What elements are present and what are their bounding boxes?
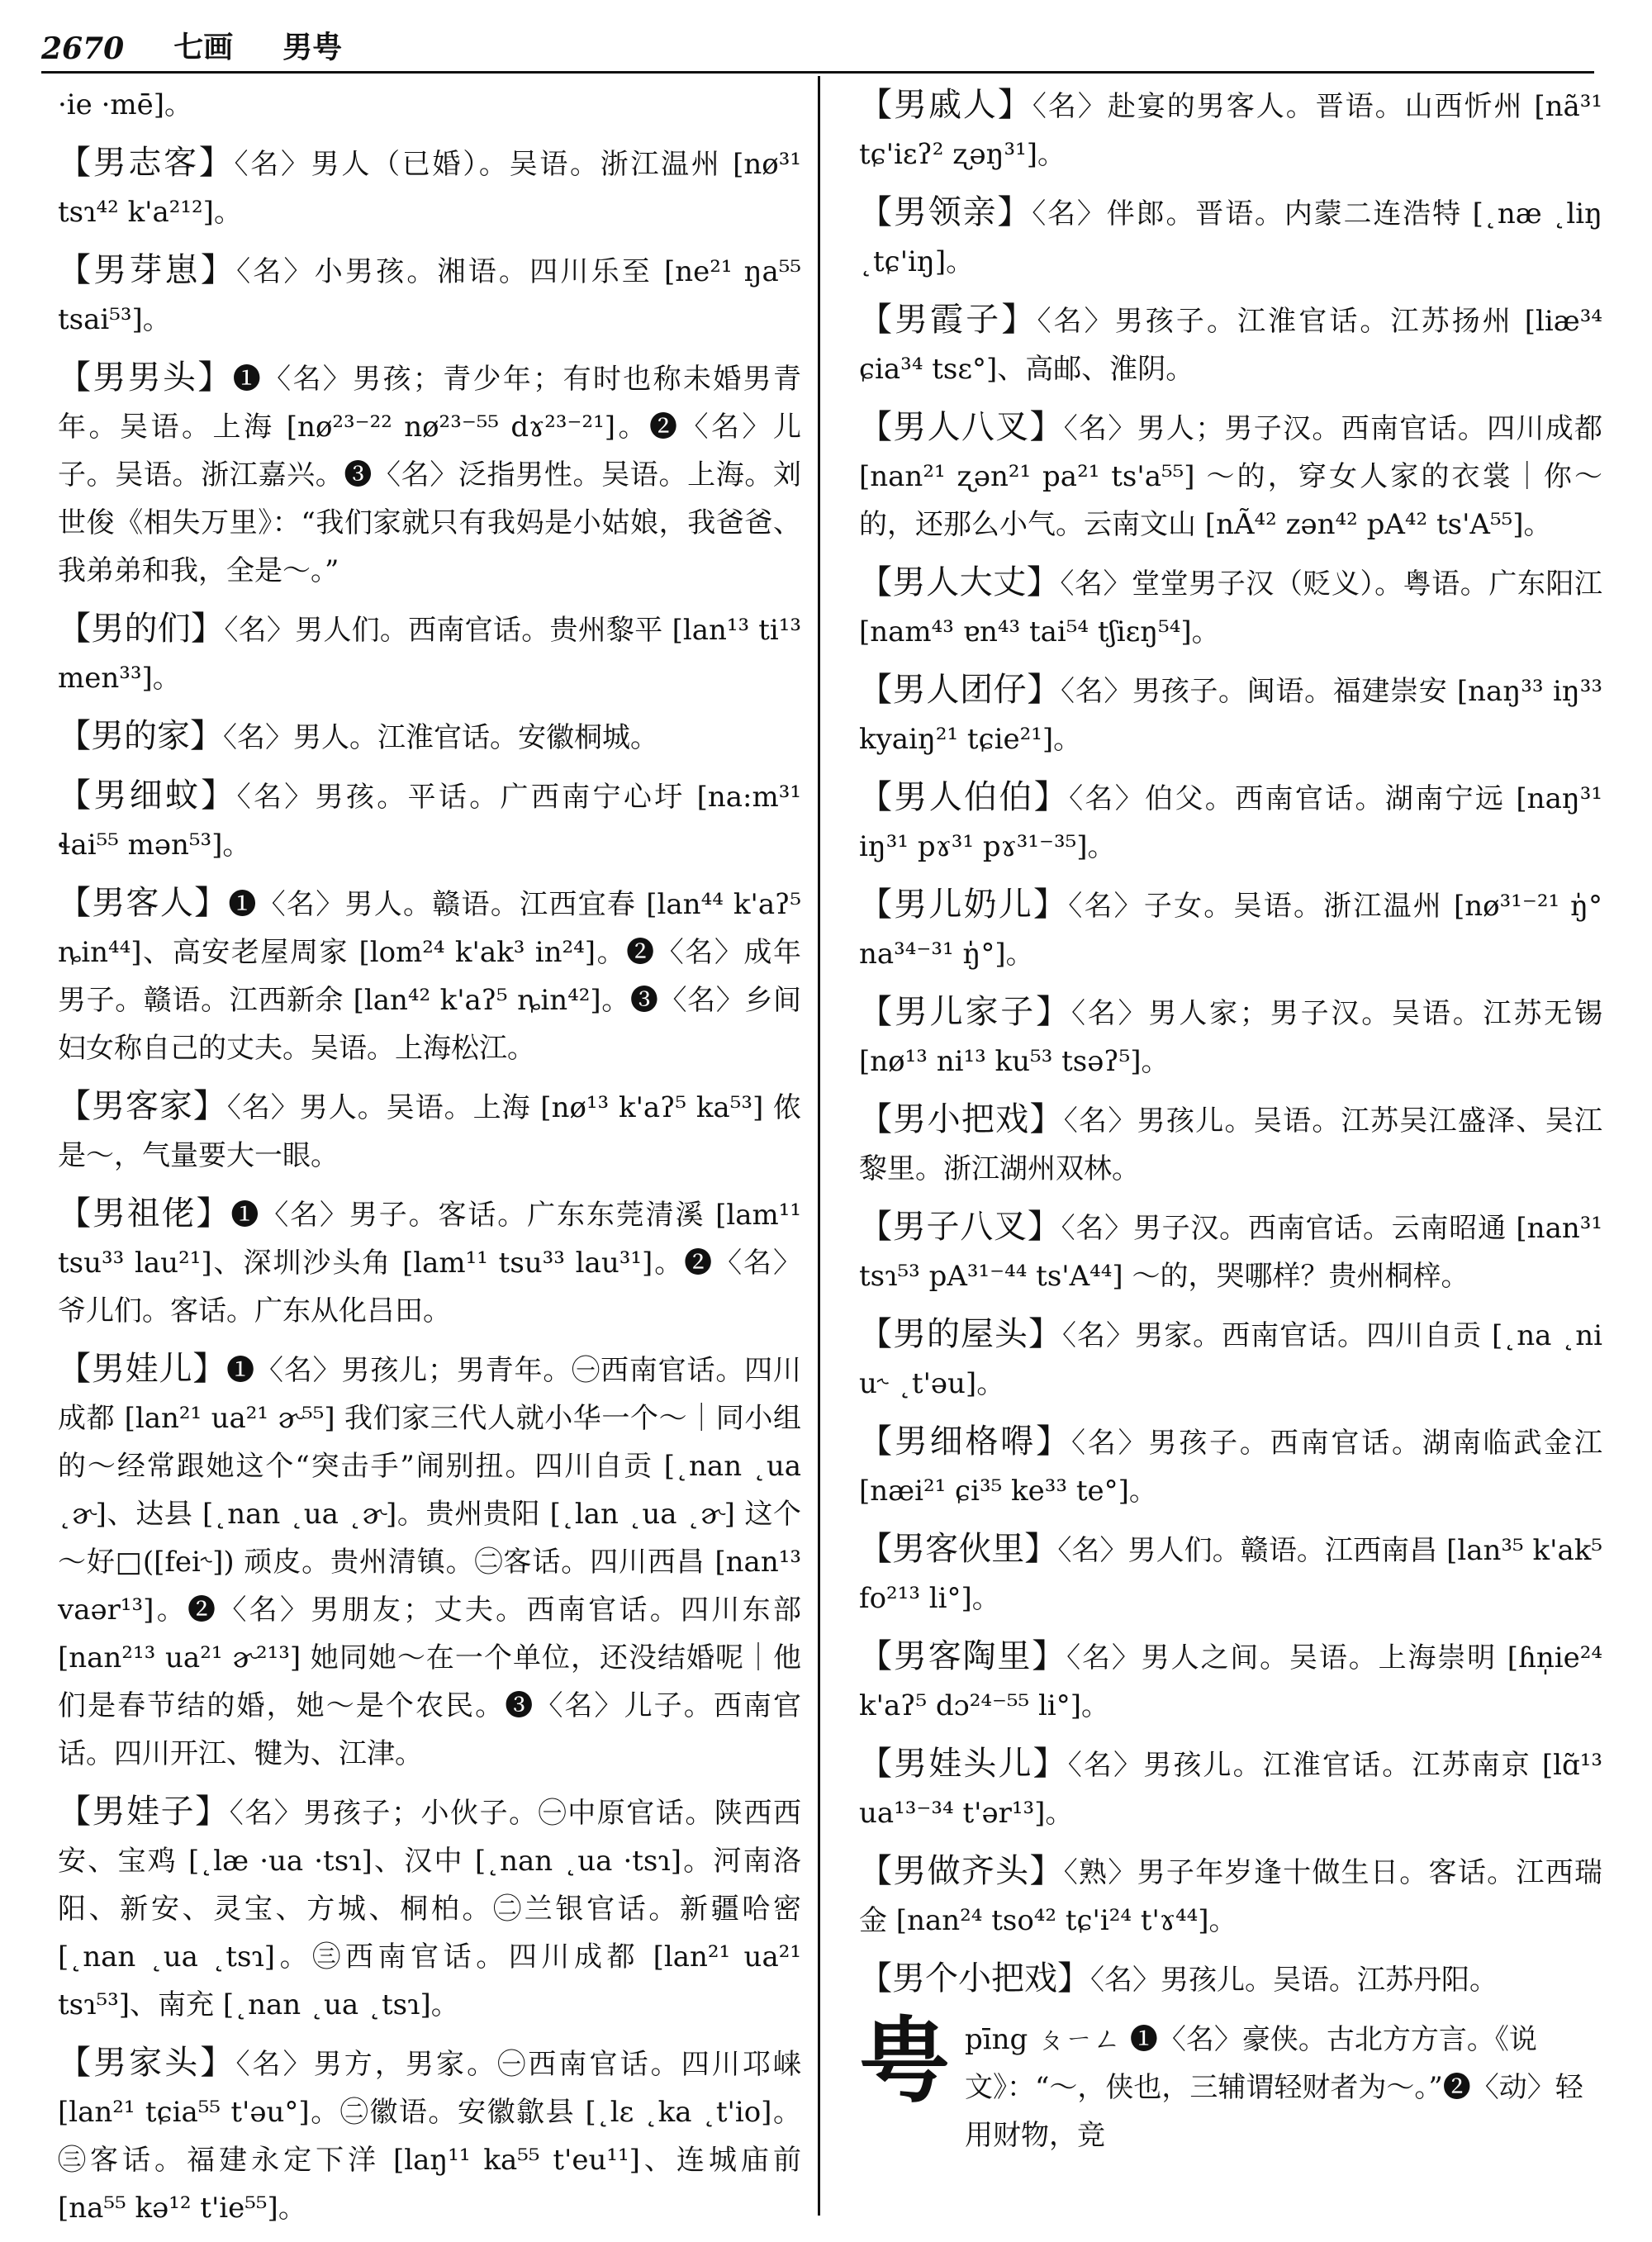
entry-definition: 〈名〉伴郎。晋语。内蒙二连浩特 [˛næ ˛liŋ ˛tɕ'iŋ]。 — [859, 197, 1602, 278]
entry-headword: 【男客伙里】 — [859, 1530, 1058, 1568]
entry-headword: 【男做齐头】 — [859, 1852, 1064, 1890]
entry-definition: 〈名〉男孩子；小伙子。㊀中原官话。陕西西安、宝鸡 [˛læ ·ua ·tsɿ]、汉中 [˛nan ˛ua ·tsɿ]。河南洛阳、新安、灵宝、方城、桐柏。㊁兰银官话。新疆哈密 [˛nan ˛ua ˛tsɿ]。㊂西南官话。四川成都 [lan²¹ ua²¹ tsɿ⁵³]、南充 [˛nan ˛ua ˛tsɿ]。 — [58, 1797, 802, 2021]
entry-headword: 【男戚人】 — [859, 86, 1032, 124]
entry-definition: 〈名〉伯父。西南官话。湖南宁远 [naŋ³¹ iŋ³¹ pɤ³¹ pɤ³¹⁻³⁵]。 — [859, 782, 1602, 863]
entry-headword: 【男家头】 — [58, 2044, 236, 2082]
dictionary-entry — [58, 1788, 801, 2029]
entry-headword: 【男人团仔】 — [859, 671, 1061, 709]
dictionary-entry — [859, 1740, 1602, 1837]
entry-headword: 【男儿家子】 — [859, 993, 1071, 1031]
entry-headword: 【男人伯伯】 — [859, 778, 1070, 816]
dictionary-entry — [859, 1847, 1602, 1945]
dictionary-entry — [859, 1525, 1602, 1622]
entry-definition: 〈名〉男人之间。吴语。上海崇明 [ɦn̩ie²⁴ k'aʔ⁵ dɔ²⁴⁻⁵⁵ li°]。 — [859, 1641, 1603, 1722]
dictionary-entry — [859, 773, 1602, 871]
entry-headword: 【男的屋头】 — [859, 1315, 1063, 1353]
dictionary-entry — [859, 81, 1602, 178]
entry-definition: 〈名〉男人。江淮官话。安徽桐城。 — [223, 721, 658, 754]
entry-definition: 〈名〉男子汉。西南官话。云南昭通 [nan³¹ tsɿ⁵³ pA³¹⁻⁴⁴ ts'A⁴⁴] ～的，哭哪样？贵州桐梓。 — [859, 1212, 1602, 1293]
entry-headword: 【男祖佬】 — [58, 1195, 231, 1233]
entry-definition: 〈名〉男人。吴语。上海 [nø¹³ k'aʔ⁵ ka⁵³] 侬是～，气量要大一眼。 — [58, 1091, 801, 1172]
entry-headword: 【男客家】 — [58, 1087, 227, 1125]
continuation-text: ·ie ·mē]。 — [58, 88, 193, 121]
entry-headword: 【男志客】 — [58, 144, 235, 182]
dictionary-entry — [58, 712, 801, 762]
entry-headword: 【男客陶里】 — [859, 1637, 1067, 1675]
entry-definition: 〈名〉男孩子。闽语。福建崇安 [naŋ³³ iŋ³³ kyaiŋ²¹ tɕie²¹]。 — [859, 675, 1602, 756]
dictionary-entry — [58, 1082, 801, 1180]
entry-headword: 【男人八叉】 — [859, 408, 1064, 446]
entry-definition: 〈名〉男人；男子汉。西南官话。四川成都 [nan²¹ ʐən²¹ pa²¹ ts'a⁵⁵] ～的，穿女人家的衣裳｜你～的，还那么小气。云南文山 [nÃ⁴² zən⁴² pA⁴² ts'A⁵⁵]。 — [859, 412, 1602, 541]
section-label: 七画 — [173, 30, 234, 64]
dictionary-entry — [58, 605, 801, 702]
entry-definition: 〈名〉男孩子。西南官话。湖南临武金江 [næi²¹ ɕi³⁵ ke³³ te°]。 — [859, 1427, 1603, 1508]
entry-headword: 【男娃儿】 — [58, 1350, 227, 1388]
right-column — [859, 81, 1602, 2159]
column-divider — [818, 76, 820, 2216]
header-rule — [41, 71, 1594, 74]
entry-headword: 【男个小把戏】 — [859, 1959, 1090, 1997]
dictionary-entry — [58, 139, 801, 236]
entry-headword: 【男娃子】 — [58, 1793, 230, 1831]
left-column — [58, 81, 801, 2242]
entry-headword: 【男儿奶儿】 — [859, 886, 1069, 924]
dictionary-entry — [859, 1632, 1602, 1730]
dictionary-entry — [859, 558, 1602, 656]
entry-headword: 【男芽崽】 — [58, 251, 237, 289]
big-entry-body: pīng ㄆㄧㄥ ❶〈名〉豪侠。古北方方言。《说文》：“～，侠也，三辅谓轻财者为～。”❷〈动〉轻用财物，竞 — [965, 2023, 1583, 2152]
entry-definition: 〈名〉男孩儿。江淮官话。江苏南京 [lɑ̃¹³ ua¹³⁻³⁴ t'ər¹³]。 — [859, 1749, 1602, 1830]
entry-definition: 〈名〉男人家；男子汉。吴语。江苏无锡 [nø¹³ ni¹³ ku⁵³ tsəʔ⁵]。 — [859, 997, 1603, 1078]
dictionary-entry — [58, 1190, 801, 1335]
entry-headword: 【男子八叉】 — [859, 1208, 1061, 1246]
dictionary-entry — [859, 403, 1602, 549]
entry-definition: ❶〈名〉男孩儿；男青年。㊀西南官话。四川成都 [lan²¹ ua²¹ ɚ⁵⁵] 我们家三代人就小华一个～｜同小组的～经常跟她这个“突击手”闹别扭。四川自贡 [˛nan ˛ua ˛ɚ]、达县 [˛nan ˛ua ˛ɚ]。贵州贵阳 [˛lan ˛ua ˛ɚ] 这个～好□([fei˞]) 顽皮。贵州清镇。㊁客话。四川西昌 [nan¹³ vaər¹³]。❷〈名〉男朋友；丈夫。西南官话。四川东部 [nan²¹³ ua²¹ ɚ²¹³] 她同她～在一个单位，还没结婚呢｜他们是春节结的婚，她～是个农民。❸〈名〉儿子。西南官话。四川开江、犍为、江津。 — [58, 1354, 802, 1770]
big-entry — [859, 2007, 1602, 2159]
entry-headword: 【男娃头儿】 — [859, 1745, 1068, 1783]
page-header — [41, 18, 1611, 66]
entry-headword: 【男男头】 — [58, 359, 233, 397]
entry-definition: 〈名〉堂堂男子汉（贬义）。粤语。广东阳江 [nam⁴³ ɐn⁴³ tai⁵⁴ tʃiɛŋ⁵⁴]。 — [859, 568, 1603, 648]
entry-definition: 〈名〉赴宴的男客人。晋语。山西忻州 [nã³¹ tɕ'iɛʔ² ʐəŋ³¹]。 — [859, 90, 1603, 171]
entry-definition: 〈名〉子女。吴语。浙江温州 [nø³¹⁻²¹ ŋ̍° na³⁴⁻³¹ ŋ̍°]。 — [859, 890, 1603, 971]
entry-headword: 【男霞子】 — [859, 301, 1037, 339]
entry-headword: 【男小把戏】 — [859, 1100, 1064, 1138]
dictionary-entry — [859, 188, 1602, 286]
dictionary-entry — [859, 1310, 1602, 1408]
entry-headword: 【男领亲】 — [859, 193, 1032, 231]
entry-headword: 【男的家】 — [58, 717, 223, 755]
entry-definition: 〈名〉男孩。平话。广西南宁心圩 [na:m³¹ ɬai⁵⁵ mən⁵³]。 — [58, 781, 801, 862]
entry-definition: 〈名〉男方，男家。㊀西南官话。四川邛崃 [lan²¹ tɕia⁵⁵ t'əu°]。㊁徽语。安徽歙县 [˛lɛ ˛ka ˛t'io]。㊂客话。福建永定下洋 [laŋ¹¹ ka⁵⁵ t'eu¹¹]、连城庙前 [na⁵⁵ kə¹² t'ie⁵⁵]。 — [58, 2048, 802, 2225]
dictionary-entry — [58, 2039, 801, 2232]
dictionary-entry — [859, 988, 1602, 1085]
entry-definition: 〈名〉男人（已婚）。吴语。浙江温州 [nø³¹ tsɿ⁴² k'a²¹²]。 — [58, 148, 801, 229]
entry-definition: 〈名〉男孩儿。吴语。江苏吴江盛泽、吴江黎里。浙江湖州双林。 — [859, 1104, 1602, 1185]
dictionary-entry — [58, 772, 801, 869]
entry-definition: ❶〈名〉男孩；青少年；有时也称未婚男青年。吴语。上海 [nø²³⁻²² nø²³⁻⁵⁵ dɤ²³⁻²¹]。❷〈名〉儿子。吴语。浙江嘉兴。❸〈名〉泛指男性。吴语。上海。刘世俊《相失万里》：“我们家就只有我妈是小姑娘，我爸爸、我弟弟和我，全是～。” — [58, 363, 802, 587]
keywords-label: 男甹 — [282, 30, 343, 64]
dictionary-entry — [859, 1095, 1602, 1193]
entry-definition: 〈名〉男人们。西南官话。贵州黎平 [lan¹³ ti¹³ men³³]。 — [58, 614, 801, 695]
dictionary-entry — [859, 296, 1602, 393]
entry-headword: 【男的们】 — [58, 610, 225, 648]
entry-headword: 【男细格嘚】 — [859, 1423, 1071, 1461]
entry-definition: 〈名〉男人们。赣语。江西南昌 [lan³⁵ k'ak⁵ fo²¹³ li°]。 — [859, 1534, 1602, 1615]
entry-definition: 〈名〉男孩子。江淮官话。江苏扬州 [liæ³⁴ ɕia³⁴ tsɛ°]、高邮、淮阴。 — [859, 305, 1602, 386]
dictionary-entry — [859, 1203, 1602, 1300]
dictionary-entry — [859, 1418, 1602, 1515]
entry-headword: 【男人大丈】 — [859, 563, 1061, 601]
entry-definition: ❶〈名〉男子。客话。广东东莞清溪 [lam¹¹ tsu³³ lau²¹]、深圳沙头角 [lam¹¹ tsu³³ lau³¹]。❷〈名〉爷儿们。客话。广东从化吕田。 — [58, 1199, 802, 1328]
dictionary-entry — [58, 879, 801, 1072]
entry-definition: 〈熟〉男子年岁逢十做生日。客话。江西瑞金 [nan²⁴ tso⁴² tɕ'i²⁴ t'ɤ⁴⁴]。 — [859, 1856, 1602, 1937]
dictionary-entry — [58, 246, 801, 344]
dictionary-entry — [859, 666, 1602, 763]
entry-definition: ❶〈名〉男人。赣语。江西宜春 [lan⁴⁴ k'aʔ⁵ ȵin⁴⁴]、高安老屋周家 [lom²⁴ k'ak³ in²⁴]。❷〈名〉成年男子。赣语。江西新余 [lan⁴² k'aʔ⁵ ȵin⁴²]。❸〈名〉乡间妇女称自己的丈夫。吴语。上海松江。 — [58, 888, 802, 1065]
entry-headword: 【男细蚊】 — [58, 777, 237, 815]
dictionary-entry — [58, 354, 801, 595]
big-entry-char: 甹 — [859, 2007, 950, 2114]
entry-definition: 〈名〉男家。西南官话。四川自贡 [˛na ˛ni u˞ ˛t'əu]。 — [859, 1319, 1602, 1400]
page-number: 2670 — [41, 31, 125, 66]
dictionary-entry — [859, 1955, 1602, 2004]
entry-definition: 〈名〉男孩儿。吴语。江苏丹阳。 — [1090, 1964, 1498, 1997]
entry-headword: 【男客人】 — [58, 884, 229, 922]
dictionary-entry — [859, 881, 1602, 978]
dictionary-entry — [58, 1345, 801, 1778]
entry-definition: 〈名〉小男孩。湘语。四川乐至 [ne²¹ ŋa⁵⁵ tsai⁵³]。 — [58, 255, 802, 336]
